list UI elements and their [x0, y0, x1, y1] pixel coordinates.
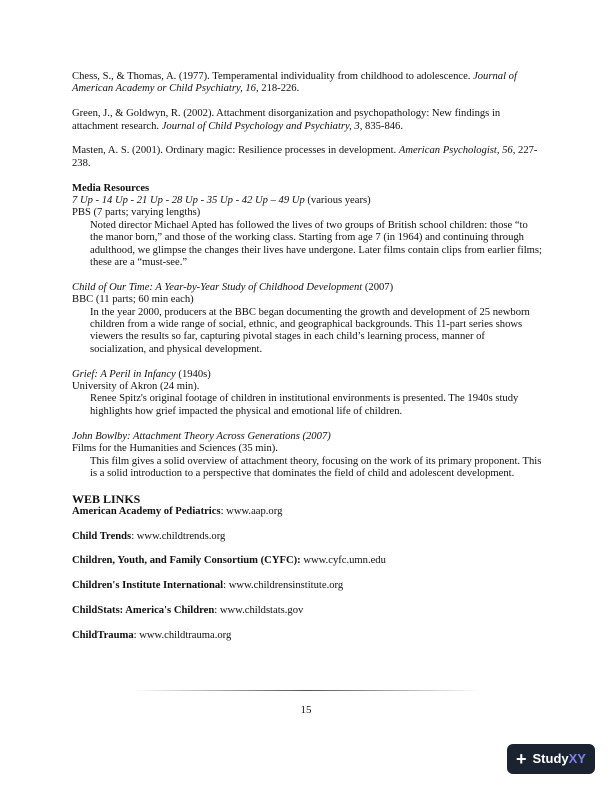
media-description: Noted director Michael Apted has followed the lives of two groups of British school children: those “to the manor born,” and those of the working class. Starting from age 7 (in 1964) and continuing through adulthood, we glimpse the changes their lives have undergone. Later films contain clips from earlier films; these are a “must-see.”: [90, 219, 542, 269]
web-link-item: American Academy of Pediatrics: www.aap.org: [72, 505, 283, 517]
media-title: Grief: A Peril in Infancy (1940s): [72, 368, 211, 380]
plus-icon: +: [516, 749, 527, 769]
studyxy-badge[interactable]: [507, 744, 595, 774]
page-number: 15: [300, 704, 312, 716]
web-link-item: ChildTrauma: www.childtrauma.org: [72, 629, 232, 641]
media-description: Renee Spitz's original footage of children in institutional environments is presented. The 1940s study highlights how grief impacted the physical and emotional life of children.: [90, 393, 519, 417]
media-resources-heading: Media Resources: [72, 182, 150, 194]
web-link-item: Children's Institute International: www.childrensinstitute.org: [72, 580, 344, 592]
media-title: Child of Our Time: A Year-by-Year Study of Childhood Development (2007): [72, 281, 394, 293]
document-body: [72, 71, 542, 654]
media-source: BBC (11 parts; 60 min each): [72, 294, 194, 306]
media-source: University of Akron (24 min).: [72, 381, 200, 393]
reference-entry: Chess, S., & Thomas, A. (1977). Temperamental individuality from childhood to adolescence. Journal of American Academy or Child Psychiatry, 16, 218-226.: [72, 71, 517, 95]
link-url[interactable]: www.childstats.gov: [219, 604, 304, 616]
link-url[interactable]: www.aap.org: [226, 505, 283, 517]
web-link-item: ChildStats: America's Children: www.childstats.gov: [72, 604, 304, 616]
media-item: [72, 431, 542, 481]
media-item: [72, 369, 542, 419]
link-url[interactable]: www.cyfc.umn.edu: [303, 555, 386, 567]
reference-entry: Masten, A. S. (2001). Ordinary magic: Resilience processes in development. American Psychologist, 56, 227-238.: [72, 145, 538, 169]
web-link-item: Child Trends: www.childtrends.org: [72, 530, 226, 542]
media-source: PBS (7 parts; varying lengths): [72, 207, 201, 219]
media-description: In the year 2000, producers at the BBC began documenting the growth and development of 25 newborn children from a wide range of social, ethnic, and geographical backgrounds. This 11-part series shows viewers the results so far, capturing pivotal stages in each child’s learning process, manner of socialization, and physical development.: [90, 306, 530, 355]
media-description: This film gives a solid overview of attachment theory, focusing on the work of its primary proponent. This is a solid introduction to a perspective that dominates the field of child and adolescent development.: [90, 455, 542, 479]
reference-entry: Green, J., & Goldwyn, R. (2002). Attachment disorganization and psychopathology: New findings in attachment research. Journal of Child Psychology and Psychiatry, 3, 835-846.: [72, 108, 501, 132]
link-url[interactable]: www.childtrends.org: [136, 530, 226, 542]
web-links-heading: WEB LINKS: [72, 491, 141, 506]
media-item: [72, 195, 542, 269]
media-title: John Bowlby: Attachment Theory Across Generations (2007): [72, 430, 331, 442]
link-url[interactable]: www.childrensinstitute.org: [228, 580, 344, 592]
footer-divider: [132, 690, 482, 691]
link-url[interactable]: www.childtrauma.org: [139, 629, 232, 641]
web-link-item: Children, Youth, and Family Consortium (CYFC): www.cyfc.umn.edu: [72, 555, 386, 567]
media-source: Films for the Humanities and Sciences (35 min).: [72, 443, 278, 455]
media-title: 7 Up - 14 Up - 21 Up - 28 Up - 35 Up - 42 Up – 49 Up (various years): [72, 195, 371, 207]
brand-logo: StudyXY: [532, 750, 586, 766]
media-item: [72, 282, 542, 356]
